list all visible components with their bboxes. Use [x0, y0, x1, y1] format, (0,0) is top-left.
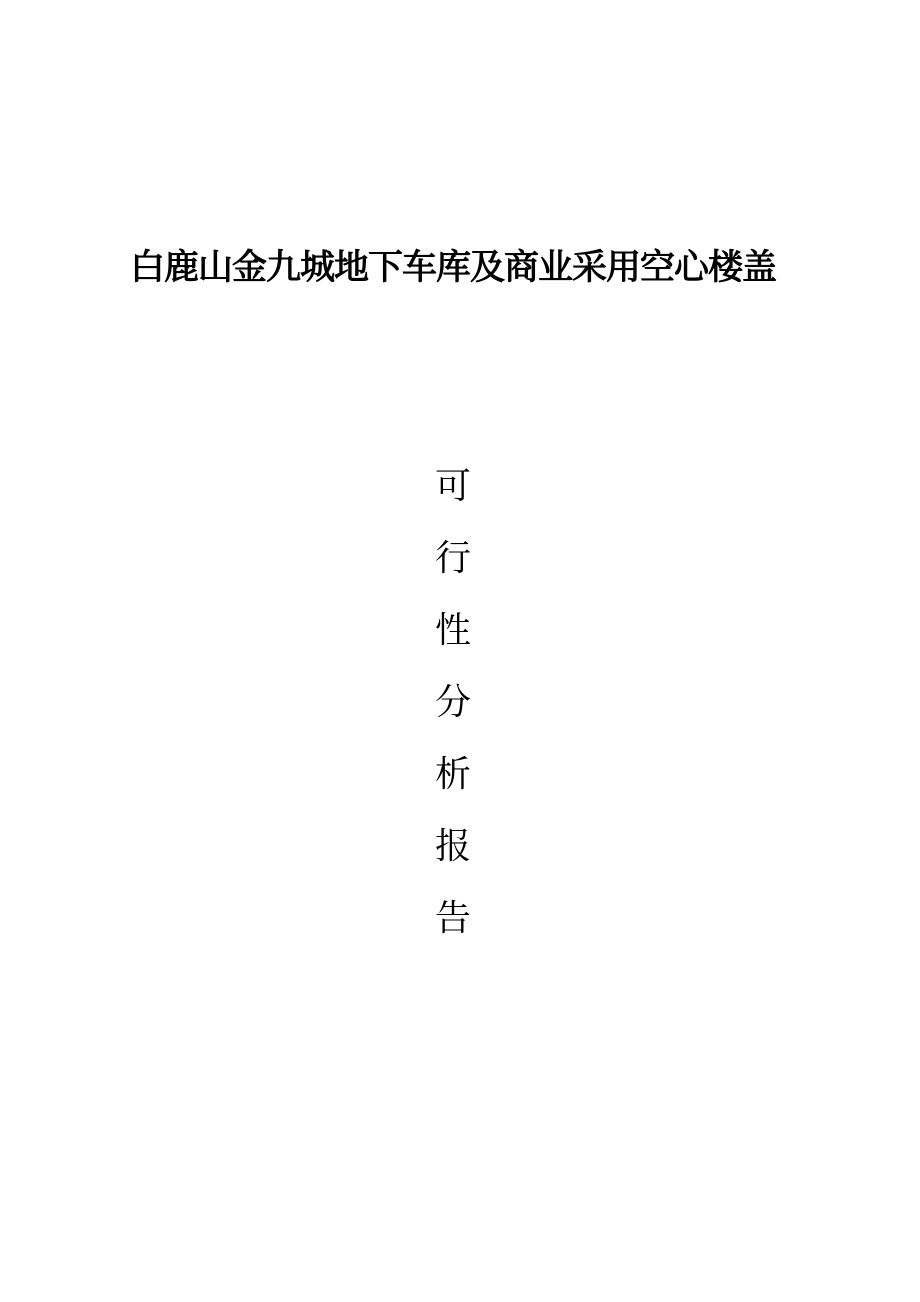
- document-title: 白鹿山金九城地下车库及商业采用空心楼盖: [129, 248, 776, 287]
- vertical-title-char: 可: [434, 465, 471, 506]
- vertical-title-char: 行: [434, 537, 471, 578]
- vertical-title-char: 告: [434, 897, 471, 938]
- vertical-title-char: 析: [434, 753, 471, 794]
- report-type-vertical-text: [0, 450, 906, 954]
- vertical-title-char: 分: [434, 681, 471, 722]
- vertical-title-char: 报: [434, 825, 471, 866]
- vertical-title-char: 性: [434, 609, 471, 650]
